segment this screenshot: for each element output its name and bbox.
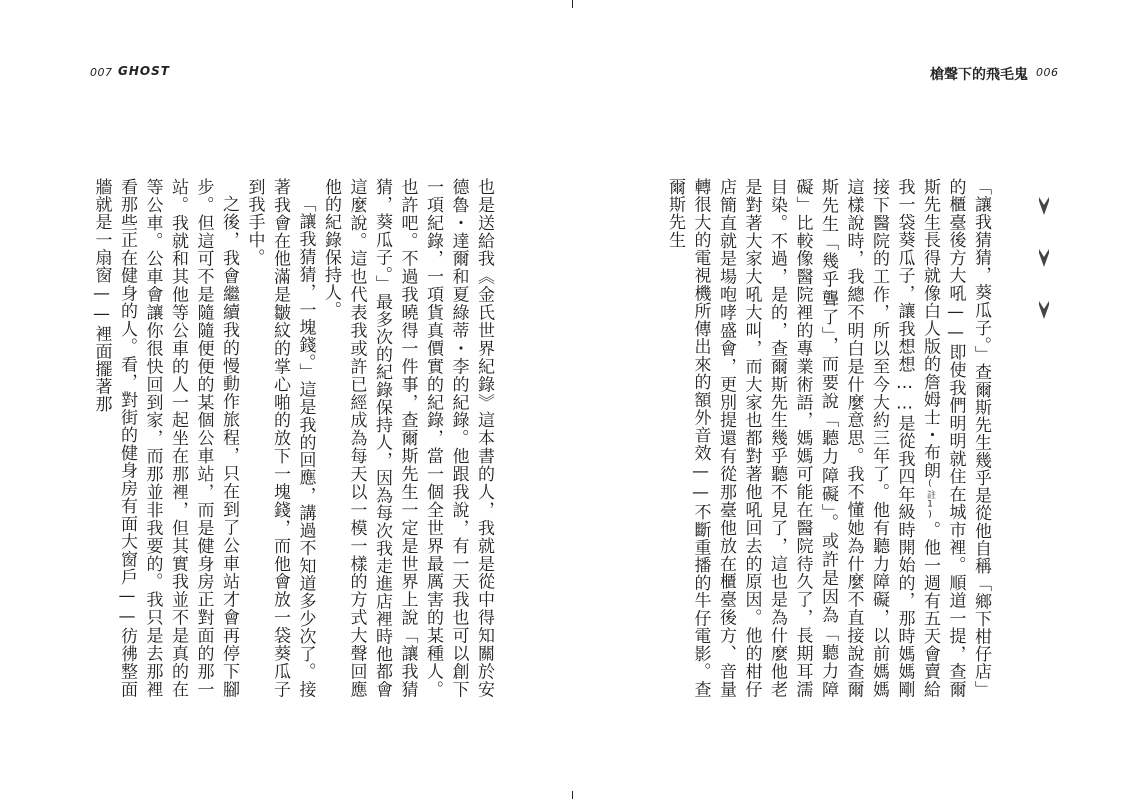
paragraph: 「讓我猜猜，一塊錢。」這是我的回應，講過不知道多少次了。接著我會在他滿是皺紋的掌心啪的放下一塊錢，而他會放一袋葵瓜子到我手中。 xyxy=(244,178,316,698)
page-body-left xyxy=(91,178,496,698)
running-head-right: 槍聲下的飛毛鬼 xyxy=(930,67,1028,83)
paragraph: 之後，我會繼續我的慢動作旅程，只在到了公車站才會再停下腳步。但這可不是隨隨便便的某個公車站，而是健身房正對面的那一站。我就和其他等公車的人一起坐在那裡，但其實我並不是真的在等公車。公車會讓你很快回到家，而那並非我要的。我只是去那裡看那些正在健身的人。看，對街的健身房有面大窗戶——彷彿整面牆就是一扇窗——裡面擺著那 xyxy=(91,178,239,698)
paragraph-text: 「讓我猜猜，葵瓜子。」查爾斯先生幾乎是從他自稱「鄉下柑仔店」的櫃臺後方大吼——即使我們明明就住在城市裡。順道一提，查爾斯先生長得就像白人版的詹姆士・布朗 xyxy=(920,178,991,698)
paragraph xyxy=(662,178,994,698)
page-body-right xyxy=(653,178,993,698)
page-number-left: 007 xyxy=(90,66,113,79)
paragraph: 也是送給我《金氏世界紀錄》這本書的人，我就是從中得知關於安德魯・達爾和夏綠蒂・李的紀錄。他跟我說，有一天我也可以創下一項紀錄，一項貨真價實的紀錄，當一個全世界最厲害的某種人。也許吧。不過我曉得一件事，查爾斯先生一定是世界上說「讓我猜猜，葵瓜子。」最多次的紀錄保持人，因為每次我走進店裡時他都會這麼說。這也代表我或許已經成為每天以一模一樣的方式大聲回應他的紀錄保持人。 xyxy=(321,178,494,698)
paragraph-text: 。他一週有五天會賣給我一袋葵瓜子，讓我想想……是從我四年級時開始的，那時媽媽剛接下醫院的工作，所以至今大約三年了。他有聽力障礙，以前媽媽這樣說時，我總不明白是什麼意思。我不懂她為什麼不直接說查爾斯先生「幾乎聾了」，而要說「聽力障礙」。或許是因為「聽力障礙」比較像醫院裡的專業術語，媽媽可能在醫院待久了，長期耳濡目染。不過，是的，查爾斯先生幾乎聽不見了，這也是為什麼他老是對著大家大吼大叫，而大家也都對著他吼回去的原因。他的柑仔店簡直就是場咆哮盛會，更別提還有從那臺他放在櫃臺後方、音量轉很大的電視機所傳出來的額外音效——不斷重播的牛仔電影。查爾斯先生 xyxy=(665,178,940,698)
footnote-marker: (註1) xyxy=(925,479,935,521)
running-head-left: GHOST xyxy=(118,64,170,78)
section-break-arrows xyxy=(1036,196,1056,326)
arrow-down-icon xyxy=(1036,196,1052,216)
page-number-right: 006 xyxy=(1036,66,1059,79)
crop-mark-bottom xyxy=(572,791,573,799)
arrow-down-icon xyxy=(1036,300,1052,320)
crop-mark-top xyxy=(572,0,573,8)
arrow-down-icon xyxy=(1036,248,1052,268)
